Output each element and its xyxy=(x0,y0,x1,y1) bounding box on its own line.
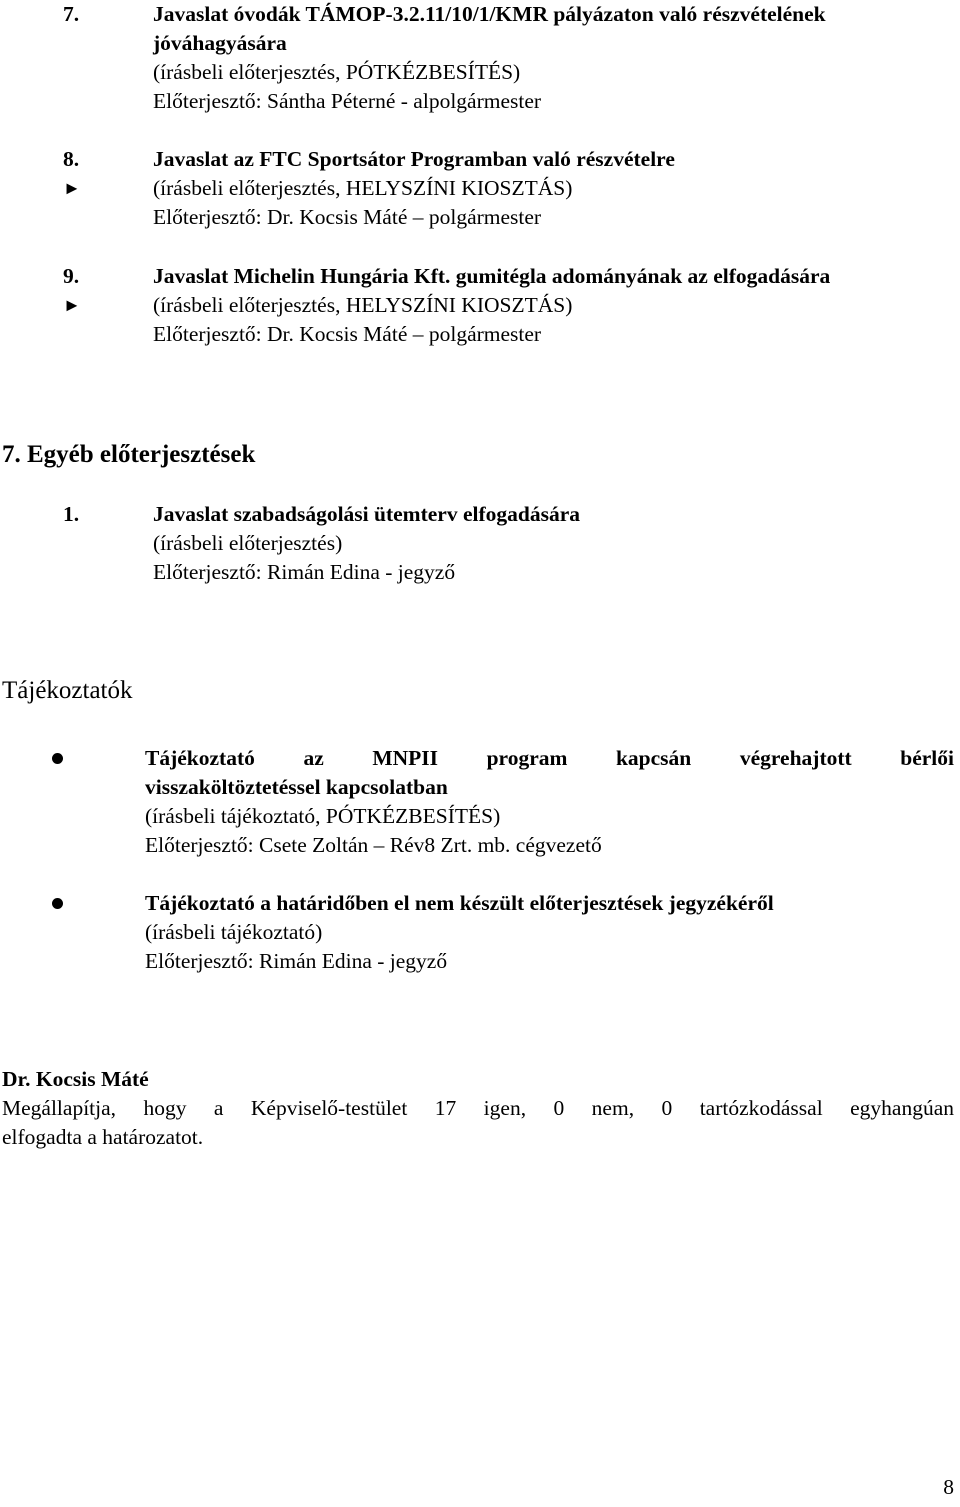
item-presenter: Előterjesztő: Rimán Edina - jegyző xyxy=(145,949,448,973)
tajekoztato-item-1 xyxy=(145,744,954,860)
item-title-line: Javaslat Michelin Hungária Kft. gumitégla adományának az elfogadására xyxy=(153,264,831,288)
tajekoztatok-heading: Tájékoztatók xyxy=(2,677,133,704)
tajekoztato-item-2 xyxy=(145,889,954,976)
statement-line: Megállapítja, hogy a Képviselő-testület 17 igen, 0 nem, 0 tartózkodással egyhangúan xyxy=(2,1096,954,1120)
item-number: 1. xyxy=(63,502,80,526)
item-body xyxy=(153,262,954,349)
item-number: 7. xyxy=(63,2,80,26)
item-detail: (írásbeli előterjesztés) xyxy=(153,531,343,555)
item-presenter: Előterjesztő: Dr. Kocsis Máté – polgármester xyxy=(153,322,542,346)
item-presenter: Előterjesztő: Sántha Péterné - alpolgármester xyxy=(153,89,542,113)
item-detail: (írásbeli előterjesztés, HELYSZÍNI KIOSZTÁS) xyxy=(153,176,573,200)
bullet-icon xyxy=(52,898,63,909)
arrow-marker-icon: ► xyxy=(63,295,81,315)
item-presenter: Előterjesztő: Dr. Kocsis Máté – polgármester xyxy=(153,205,542,229)
item-body xyxy=(153,500,954,587)
item-title: Javaslat szabadságolási ütemterv elfogadására xyxy=(153,502,580,526)
closing-statement xyxy=(2,1065,954,1152)
item-presenter: Előterjesztő: Csete Zoltán – Rév8 Zrt. mb. cégvezető xyxy=(145,833,602,857)
item-number: 8. xyxy=(63,147,80,171)
item-body xyxy=(153,0,954,116)
item-body xyxy=(153,145,954,232)
item-title-line: visszaköltöztetéssel kapcsolatban xyxy=(145,775,448,799)
bullet-icon xyxy=(52,753,63,764)
item-detail: (írásbeli előterjesztés, PÓTKÉZBESÍTÉS) xyxy=(153,60,521,84)
item-title-line: Tájékoztató az MNPII program kapcsán végrehajtott bérlői xyxy=(145,746,954,770)
statement-line: elfogadta a határozatot. xyxy=(2,1125,204,1149)
item-detail: (írásbeli tájékoztató, PÓTKÉZBESÍTÉS) xyxy=(145,804,501,828)
page-number: 8 xyxy=(943,1475,954,1499)
arrow-marker-icon: ► xyxy=(63,178,81,198)
item-title-line: Javaslat az FTC Sportsátor Programban való részvételre xyxy=(153,147,675,171)
item-detail: (írásbeli tájékoztató) xyxy=(145,920,323,944)
speaker-name: Dr. Kocsis Máté xyxy=(2,1067,149,1091)
item-title-line: Javaslat óvodák TÁMOP-3.2.11/10/1/KMR pályázaton való részvételének xyxy=(153,2,826,26)
item-presenter: Előterjesztő: Rimán Edina - jegyző xyxy=(153,560,456,584)
item-number: 9. xyxy=(63,264,80,288)
section-heading: 7. Egyéb előterjesztések xyxy=(2,441,256,468)
item-title-line: jóváhagyására xyxy=(153,31,287,55)
item-title: Tájékoztató a határidőben el nem készült előterjesztések jegyzékéről xyxy=(145,891,774,915)
item-detail: (írásbeli előterjesztés, HELYSZÍNI KIOSZTÁS) xyxy=(153,293,573,317)
